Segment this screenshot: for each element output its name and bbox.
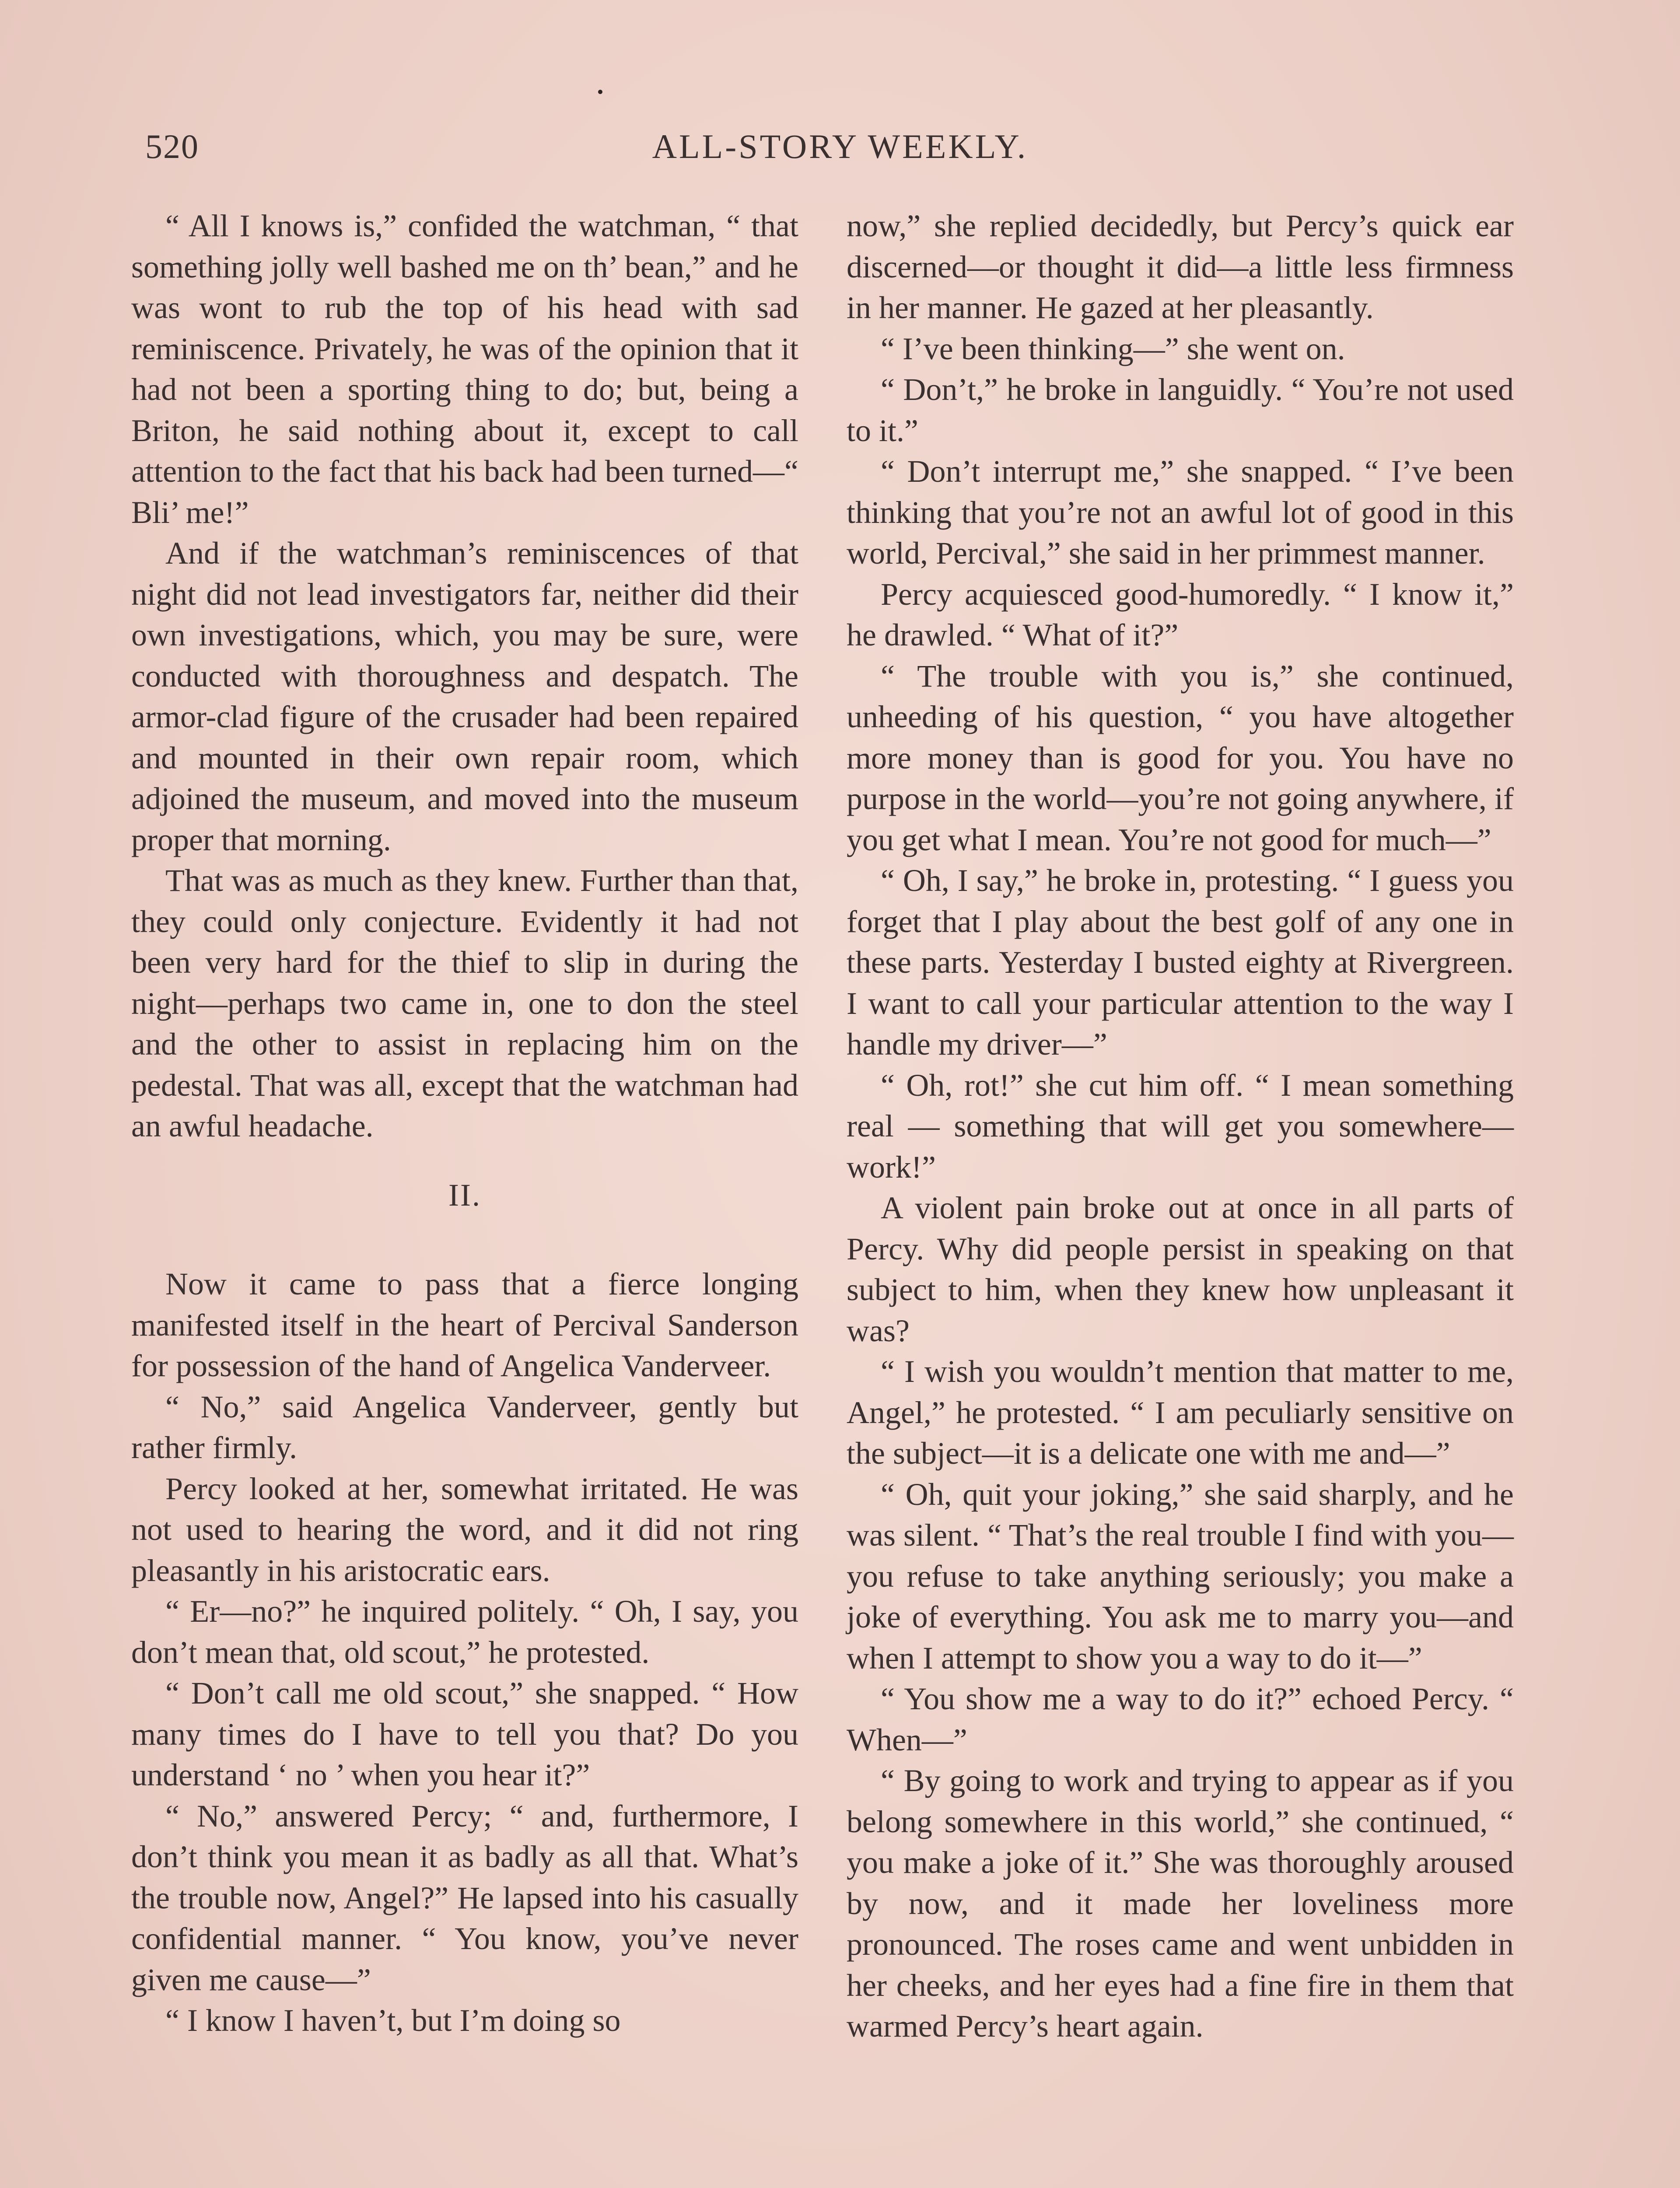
paragraph: “ Oh, rot!” she cut him off. “ I mean something real — something that will get you somewhere—work!” [847,1067,1514,1185]
right-column [847,206,1514,2047]
paragraph: Percy acquiesced good-humoredly. “ I know it,” he drawled. “ What of it?” [847,576,1514,652]
paragraph: “ The trouble with you is,” she continued, unheeding of his question, “ you have altogether more money than is good for you. You have no purpose in the world—you’re not going anywhere, if you get what I mean. You’re not good for much—” [847,658,1514,857]
paragraph: “ I wish you wouldn’t mention that matter to me, Angel,” he protested. “ I am peculiarly sensitive on the subject—it is a delicate one with me and—” [847,1354,1514,1471]
paragraph: “ You show me a way to do it?” echoed Percy. “ When—” [847,1681,1514,1757]
left-column [131,206,798,2041]
paragraph: And if the watchman’s reminiscences of that night did not lead investigators far, neither did their own investigations, which, you may be sure, were conducted with thoroughness and despatch. The armor-clad figure of the crusader had been repaired and mounted in their own repair room, which adjoined the museum, and moved into the museum proper that morning. [131,536,798,857]
paragraph: “ I’ve been thinking—” she went on. [881,331,1345,366]
running-head: ALL-STORY WEEKLY. [652,127,1028,165]
page-number: 520 [145,127,199,165]
paragraph: “ Oh, quit your joking,” she said sharply, and he was silent. “ That’s the real trouble I find with you—you refuse to take anything seriously; you make a joke of everything. You ask me to marry you—and when I attempt to show you a way to do it—” [847,1476,1514,1676]
paragraph: “ No,” answered Percy; “ and, furthermore, I don’t think you mean it as badly as all that. What’s the trouble now, Angel?” He lapsed into his casually confidential manner. “ You know, you’ve never given me cause—” [131,1798,798,1997]
ink-speck [598,90,602,94]
paragraph: “ All I knows is,” confided the watchman, “ that something jolly well bashed me on th’ bean,” and he was wont to rub the top of his head with sad reminiscence. Privately, he was of the opinion that it had not been a sporting thing to do; but, being a Briton, he said nothing about it, except to call attention to the fact that his back had been turned—“ Bli’ me!” [131,208,798,530]
paragraph: “ Er—no?” he inquired politely. “ Oh, I say, you don’t mean that, old scout,” he protested. [131,1594,798,1670]
paragraph: Percy looked at her, somewhat irritated. He was not used to hearing the word, and it did not ring pleasantly in his aristocratic ears. [131,1471,798,1588]
paragraph: “ No,” said Angelica Vanderveer, gently but rather firmly. [131,1389,798,1465]
paragraph: That was as much as they knew. Further than that, they could only conjecture. Evidently it had not been very hard for the thief to slip in during the night—perhaps two came in, one to don the steel and the other to assist in replacing him on the pedestal. That was all, except that the watchman had an awful headache. [131,863,798,1143]
paragraph: Now it came to pass that a fierce longing manifested itself in the heart of Percival Sanderson for possession of the hand of Angelica Vanderveer. [131,1266,798,1383]
paragraph: “ Don’t interrupt me,” she snapped. “ I’ve been thinking that you’re not an awful lot of good in this world, Percival,” she said in her primmest manner. [847,454,1514,571]
paragraph: “ I know I haven’t, but I’m doing so [165,2003,621,2038]
paragraph-continuation: now,” she replied decidedly, but Percy’s quick ear discerned—or thought it did—a little less firmness in her manner. He gazed at her pleasantly. [847,208,1514,325]
paragraph: “ Oh, I say,” he broke in, protesting. “ I guess you forget that I play about the best golf of any one in these parts. Yesterday I busted eighty at Rivergreen. I want to call your particular attention to the way I handle my driver—” [847,863,1514,1062]
paragraph: A violent pain broke out at once in all parts of Percy. Why did people persist in speaking on that subject to him, when they knew how unpleasant it was? [847,1190,1514,1348]
paragraph: “ Don’t call me old scout,” she snapped. “ How many times do I have to tell you that? Do you understand ‘ no ’ when you hear it?” [131,1676,798,1792]
paragraph: “ Don’t,” he broke in languidly. “ You’re not used to it.” [847,372,1514,448]
page-header [140,127,1540,175]
section-heading: II. [448,1177,481,1213]
paragraph: “ By going to work and trying to appear as if you belong somewhere in this world,” she continued, “ you make a joke of it.” She was thoroughly aroused by now, and it made her loveliness more pronounced. The roses came and went unbidden in her cheeks, and her eyes had a fine fire in them that warmed Percy’s heart again. [847,1763,1514,2044]
